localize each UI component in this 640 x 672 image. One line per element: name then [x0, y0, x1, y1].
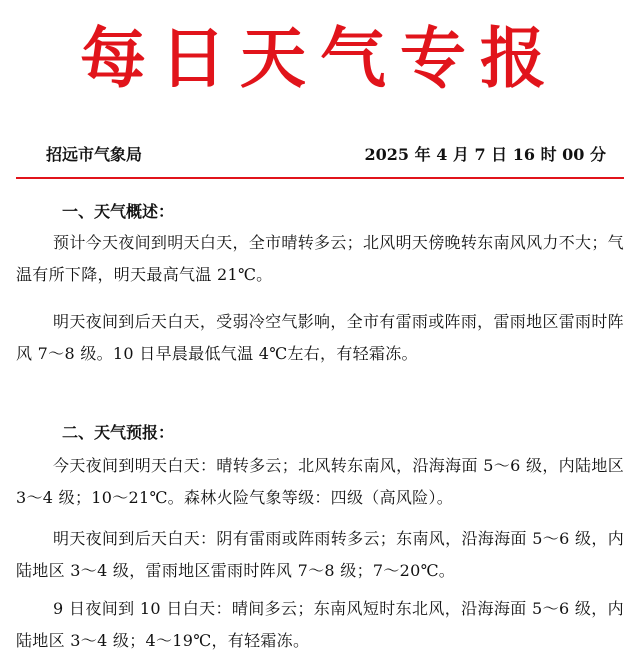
- overview-paragraph: 预计今天夜间到明天白天，全市晴转多云；北风明天傍晚转东南风风力不大；气温有所下降，明天最高气温 21℃。: [16, 233, 624, 284]
- forecast-paragraph: 9 日夜间到 10 日白天：晴间多云；东南风短时东北风，沿海海面 5～6 级，内陆地区 3～4 级；4～19℃，有轻霜冻。: [16, 599, 624, 650]
- report-meta: [46, 142, 606, 168]
- forecast-paragraph: 明天夜间到后天白天：阴有雷雨或阵雨转多云；东南风，沿海海面 5～6 级，内陆地区 3～4 级，雷雨地区雷雨时阵风 7～8 级；7～20℃。: [16, 529, 624, 580]
- issuer-name: 招远市气象局: [46, 145, 143, 164]
- section-heading-forecast: 二、天气预报：: [62, 423, 175, 442]
- overview-paragraph: 明天夜间到后天白天，受弱冷空气影响，全市有雷雨或阵雨，雷雨地区雷雨时阵风 7～8 级。10 日早晨最低气温 4℃左右，有轻霜冻。: [16, 312, 624, 363]
- forecast-paragraph: 今天夜间到明天白天：晴转多云；北风转东南风，沿海海面 5～6 级，内陆地区 3～4 级；10～21℃。森林火险气象等级：四级（高风险）。: [16, 456, 624, 507]
- section-heading-overview: 一、天气概述：: [62, 202, 175, 221]
- header-divider: [16, 177, 624, 179]
- issue-datetime: 2025 年 4 月 7 日 16 时 00 分: [364, 145, 606, 164]
- report-title: 每日天气专报: [80, 19, 560, 97]
